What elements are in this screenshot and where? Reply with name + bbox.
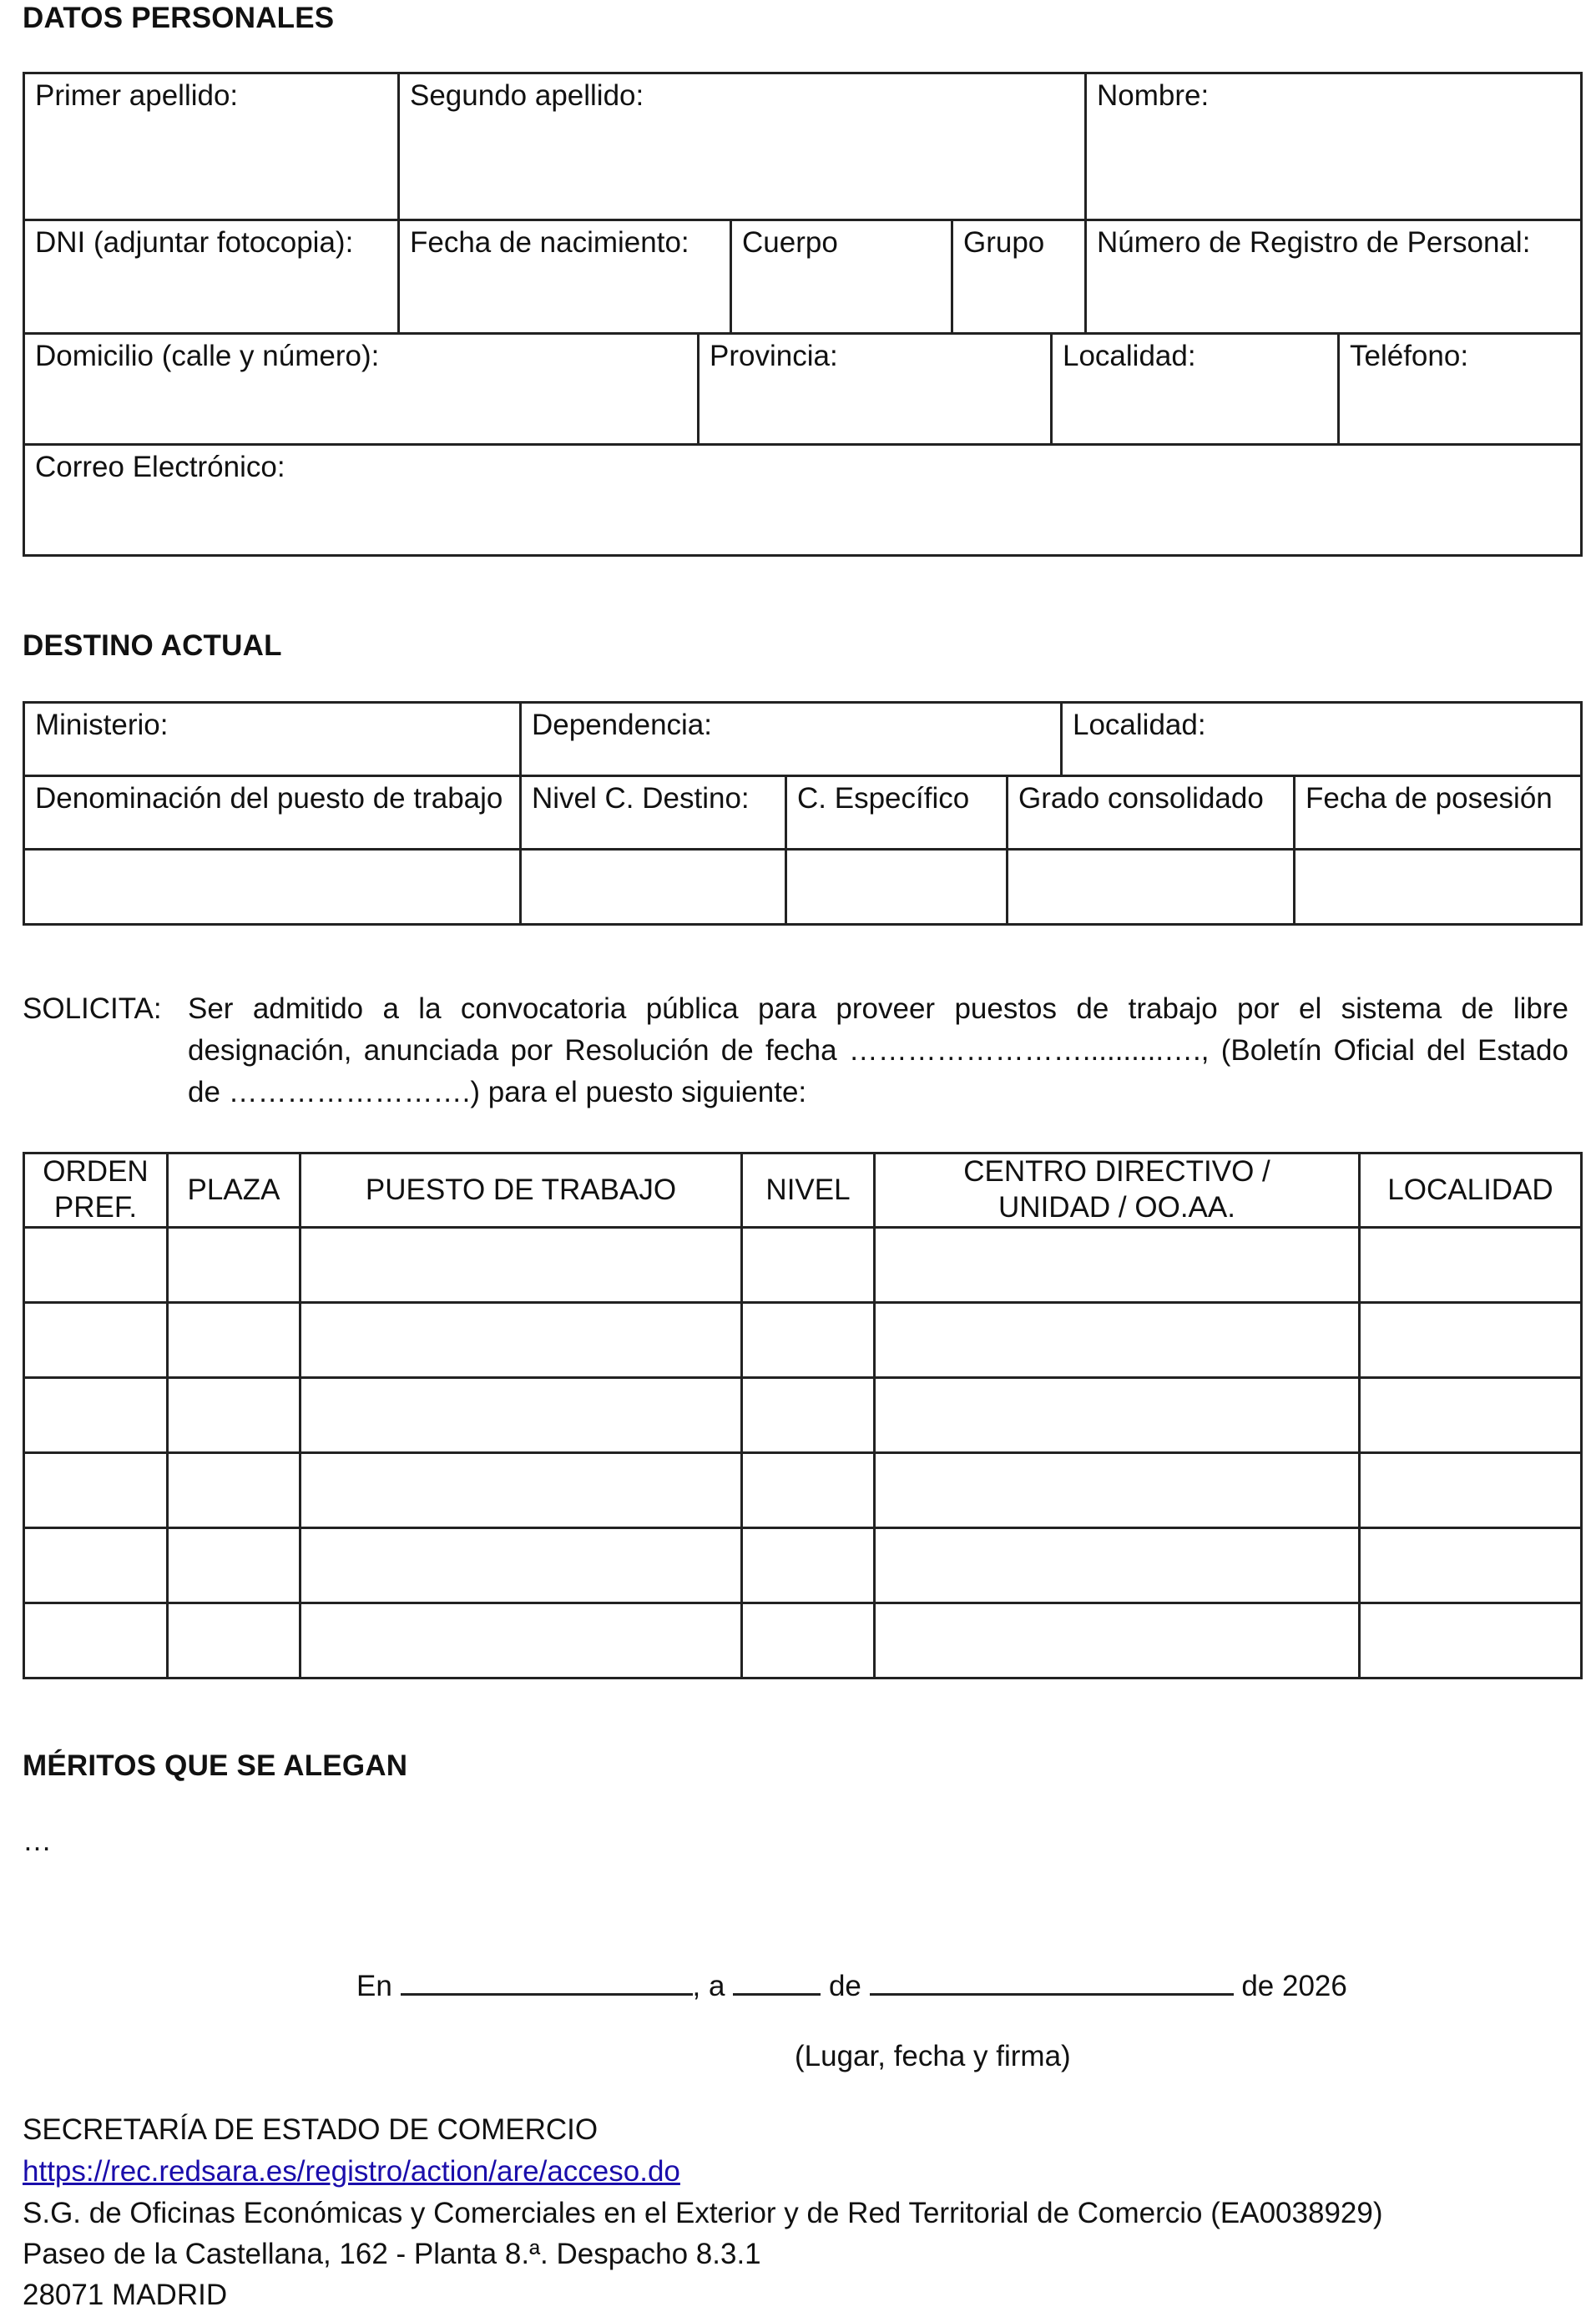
c-especifico-label: C. Específico: [797, 782, 970, 815]
fecha-nacimiento-field[interactable]: [399, 220, 731, 334]
destino-actual-heading: DESTINO ACTUAL: [23, 629, 282, 662]
destino-localidad-field[interactable]: [1062, 703, 1582, 776]
localidad-field[interactable]: [1052, 334, 1339, 445]
table-cell[interactable]: [24, 1603, 168, 1678]
table-cell[interactable]: [301, 1378, 742, 1453]
table-cell[interactable]: [24, 1228, 168, 1303]
footer-cp: 28071 MADRID: [23, 2279, 228, 2311]
primer-apellido-field[interactable]: [24, 73, 399, 220]
table-cell[interactable]: [742, 1378, 875, 1453]
domicilio-field[interactable]: [24, 334, 699, 445]
denominacion-header: [24, 776, 521, 850]
localidad-header: LOCALIDAD: [1360, 1153, 1582, 1228]
table-cell[interactable]: [1360, 1303, 1582, 1378]
table-cell[interactable]: [875, 1303, 1360, 1378]
nivel-destino-input[interactable]: [521, 850, 786, 925]
nivel-destino-label: Nivel C. Destino:: [532, 782, 750, 815]
table-cell[interactable]: [301, 1228, 742, 1303]
table-cell[interactable]: [301, 1603, 742, 1678]
primer-apellido-label: Primer apellido:: [35, 79, 239, 112]
nivel-destino-header: [521, 776, 786, 850]
firma-line: [356, 1968, 1347, 2003]
table-cell[interactable]: [742, 1453, 875, 1528]
footer-url-wrap: [23, 2155, 680, 2188]
puestos-header-row: [24, 1153, 1582, 1228]
puesto-header: PUESTO DE TRABAJO: [301, 1153, 742, 1228]
table-row: [24, 1603, 1582, 1678]
table-cell[interactable]: [168, 1378, 301, 1453]
cuerpo-field[interactable]: [731, 220, 952, 334]
lugar-blank[interactable]: [401, 1968, 693, 1996]
nrp-label: Número de Registro de Personal:: [1097, 226, 1531, 259]
footer-organismo: SECRETARÍA DE ESTADO DE COMERCIO: [23, 2113, 598, 2146]
datos-personales-table: [23, 72, 1583, 335]
table-row: [24, 1228, 1582, 1303]
fecha-posesion-label: Fecha de posesión: [1306, 782, 1553, 815]
table-cell[interactable]: [875, 1228, 1360, 1303]
plaza-header: PLAZA: [168, 1153, 301, 1228]
dia-blank[interactable]: [733, 1968, 821, 1996]
dependencia-field[interactable]: [521, 703, 1062, 776]
dni-field[interactable]: [24, 220, 399, 334]
nivel-header: NIVEL: [742, 1153, 875, 1228]
table-cell[interactable]: [24, 1303, 168, 1378]
firma-de-year: de 2026: [1241, 1970, 1347, 2002]
telefono-field[interactable]: [1339, 334, 1582, 445]
provincia-field[interactable]: [699, 334, 1052, 445]
domicilio-label: Domicilio (calle y número):: [35, 340, 380, 372]
solicita-text: Ser admitido a la convocatoria pública para proveer puestos de trabajo por el sistema de libre designación, anunciada por Resolución de fecha ……………………..........…., (Boletín Oficial del Estado de …………………….) para el puesto siguiente:: [188, 992, 1568, 1108]
grado-label: Grado consolidado: [1018, 782, 1264, 815]
table-cell[interactable]: [1360, 1378, 1582, 1453]
table-cell[interactable]: [301, 1303, 742, 1378]
meritos-heading: MÉRITOS QUE SE ALEGAN: [23, 1749, 408, 1782]
table-cell[interactable]: [168, 1228, 301, 1303]
dependencia-label: Dependencia:: [532, 709, 712, 741]
table-cell[interactable]: [301, 1453, 742, 1528]
grupo-label: Grupo: [963, 226, 1045, 259]
provincia-label: Provincia:: [710, 340, 838, 372]
footer-subdireccion: S.G. de Oficinas Económicas y Comerciales en el Exterior y de Red Territorial de Comercio (EA0038929): [23, 2197, 1383, 2229]
table-cell[interactable]: [875, 1378, 1360, 1453]
table-cell[interactable]: [24, 1453, 168, 1528]
firma-a: , a: [692, 1970, 725, 2002]
table-cell[interactable]: [1360, 1453, 1582, 1528]
table-cell[interactable]: [24, 1378, 168, 1453]
dni-label: DNI (adjuntar fotocopia):: [35, 226, 354, 259]
nombre-label: Nombre:: [1097, 79, 1210, 112]
table-cell[interactable]: [168, 1453, 301, 1528]
table-cell[interactable]: [742, 1528, 875, 1603]
firma-caption: (Lugar, fecha y firma): [795, 2040, 1071, 2072]
firma-en: En: [356, 1970, 392, 2002]
domicilio-table: [23, 332, 1583, 557]
segundo-apellido-field[interactable]: [399, 73, 1086, 220]
meritos-text: …: [23, 1825, 52, 1857]
table-row: [24, 1453, 1582, 1528]
table-cell[interactable]: [168, 1303, 301, 1378]
table-cell[interactable]: [875, 1603, 1360, 1678]
nombre-field[interactable]: [1086, 73, 1582, 220]
centro-header: CENTRO DIRECTIVO / UNIDAD / OO.AA.: [875, 1153, 1360, 1228]
datos-personales-heading: DATOS PERSONALES: [23, 2, 335, 34]
footer-direccion: Paseo de la Castellana, 162 - Planta 8.ª. Despacho 8.3.1: [23, 2238, 761, 2270]
firma-de: de: [828, 1970, 861, 2002]
localidad-label: Localidad:: [1063, 340, 1196, 372]
correo-label: Correo Electrónico:: [35, 451, 285, 483]
table-row: [24, 1528, 1582, 1603]
table-cell[interactable]: [875, 1453, 1360, 1528]
table-row: [24, 1303, 1582, 1378]
correo-field[interactable]: [24, 445, 1582, 556]
fecha-nacimiento-label: Fecha de nacimiento:: [410, 226, 689, 259]
orden-header: ORDEN PREF.: [24, 1153, 168, 1228]
destino-actual-detail-table: [23, 775, 1583, 926]
ministerio-field[interactable]: [24, 703, 521, 776]
denominacion-input[interactable]: [24, 850, 521, 925]
table-cell[interactable]: [24, 1528, 168, 1603]
segundo-apellido-label: Segundo apellido:: [410, 79, 644, 112]
table-cell[interactable]: [742, 1603, 875, 1678]
mes-blank[interactable]: [870, 1968, 1234, 1996]
destino-localidad-label: Localidad:: [1073, 709, 1206, 741]
table-cell[interactable]: [1360, 1603, 1582, 1678]
telefono-label: Teléfono:: [1350, 340, 1469, 372]
table-cell[interactable]: [168, 1603, 301, 1678]
table-cell[interactable]: [875, 1528, 1360, 1603]
solicita-label: SOLICITA:: [23, 992, 162, 1025]
fecha-posesion-header: [1295, 776, 1582, 850]
denominacion-label: Denominación del puesto de trabajo: [35, 782, 503, 815]
destino-actual-top-table: [23, 701, 1583, 777]
grado-header: [1008, 776, 1295, 850]
fecha-posesion-input[interactable]: [1295, 850, 1582, 925]
grado-input[interactable]: [1008, 850, 1295, 925]
table-cell[interactable]: [168, 1528, 301, 1603]
ministerio-label: Ministerio:: [35, 709, 169, 741]
table-cell[interactable]: [1360, 1528, 1582, 1603]
puestos-table: [23, 1152, 1583, 1679]
grupo-field[interactable]: [952, 220, 1086, 334]
c-especifico-header: [786, 776, 1008, 850]
table-cell[interactable]: [742, 1303, 875, 1378]
cuerpo-label: Cuerpo: [742, 226, 838, 259]
nrp-field[interactable]: [1086, 220, 1582, 334]
registro-link[interactable]: https://rec.redsara.es/registro/action/are/acceso.do: [23, 2155, 680, 2188]
table-row: [24, 1378, 1582, 1453]
table-cell[interactable]: [301, 1528, 742, 1603]
table-cell[interactable]: [742, 1228, 875, 1303]
table-cell[interactable]: [1360, 1228, 1582, 1303]
c-especifico-input[interactable]: [786, 850, 1008, 925]
